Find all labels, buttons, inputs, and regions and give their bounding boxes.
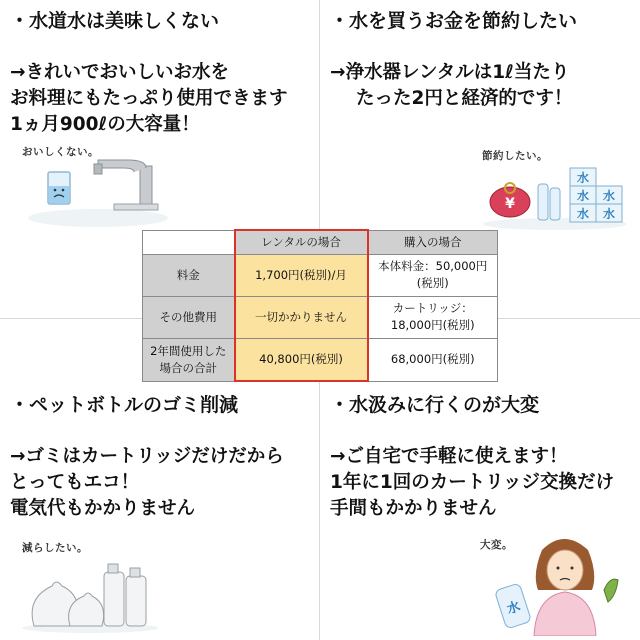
row-label-other-costs: その他費用 [143,296,235,338]
quadrant-body [10,444,315,522]
row-label-total-line: 場合の合計 [159,360,217,375]
rental-other-cell: 一切かかりません [235,296,368,338]
caption-not-tasty: おいしくない。 [22,146,99,158]
caption-want-to-reduce: 減らしたい。 [22,542,88,554]
header-rental: レンタルの場合 [235,230,368,254]
woman-carrying-water-icon [484,530,624,636]
caption-want-to-save: 節約したい。 [482,150,548,162]
quadrant-tap-water [10,8,315,138]
purchase-other-cell [368,296,498,338]
row-label-total-line: 2年間使用した [150,343,227,358]
quadrant-body [330,60,635,112]
table-row [143,296,498,338]
body-line: 1ヵ月900ℓの大容量！ [10,114,200,135]
body-line: とってもエコ！ [10,472,140,493]
purchase-other-line: カートリッジ： [392,301,473,315]
body-line: →ご自宅で手軽に使えます！ [330,446,568,467]
body-line: お料理にもたっぷり使用できます [10,88,288,109]
purchase-total-cell: 68,000円(税別) [368,338,498,381]
purchase-fee-cell [368,254,498,296]
purchase-fee-line: 本体料金：50,000円 [378,259,488,273]
water-box-label: 水 [576,189,590,203]
table-row [143,254,498,296]
quadrant-title: ・水汲みに行くのが大変 [330,394,540,416]
body-line: 1年に1回のカートリッジ交換だけ [330,472,615,493]
body-line: たった2円と経済的です！ [356,88,573,109]
header-purchase: 購入の場合 [368,230,498,254]
body-line: →きれいでおいしいお水を [10,62,230,83]
water-box-label: 水 [576,207,590,221]
caption-tough: 大変。 [480,539,513,551]
purchase-fee-line: (税別) [416,276,449,290]
row-label-total [143,338,235,381]
purchase-other-line: 18,000円(税別) [390,318,475,332]
quadrant-title: ・水を買うお金を節約したい [330,10,578,32]
yen-symbol: ¥ [505,196,515,212]
quadrant-body [10,60,315,138]
table-header-row [143,230,498,254]
water-box-label: 水 [602,189,616,203]
quadrant-title: ・ペットボトルのゴミ削減 [10,394,239,416]
quadrant-title: ・水道水は美味しくない [10,10,220,32]
water-box-label: 水 [576,171,590,185]
quadrant-save-money [330,8,635,112]
quadrant-reduce-waste [10,392,315,522]
comparison-table [142,229,498,382]
rental-fee-cell: 1,700円(税別)/月 [235,254,368,296]
row-label-fee: 料金 [143,254,235,296]
purse-bottles-icon [480,154,630,232]
quadrant-body [330,444,635,522]
body-line: →浄水器レンタルは1ℓ当たり [330,62,570,83]
water-box-label: 水 [602,207,616,221]
body-line: →ゴミはカートリッジだけだから [10,446,284,467]
water-bottle-label: 水 [505,599,523,618]
body-line: 手間もかかりません [330,498,497,519]
table-row [143,338,498,381]
quadrant-fetching-water [330,392,635,522]
header-empty-cell [143,230,235,254]
rental-total-cell: 40,800円(税別) [235,338,368,381]
garbage-bottles-icon [20,552,160,634]
body-line: 電気代もかかりません [10,498,196,519]
faucet-glass-icon [18,158,168,228]
